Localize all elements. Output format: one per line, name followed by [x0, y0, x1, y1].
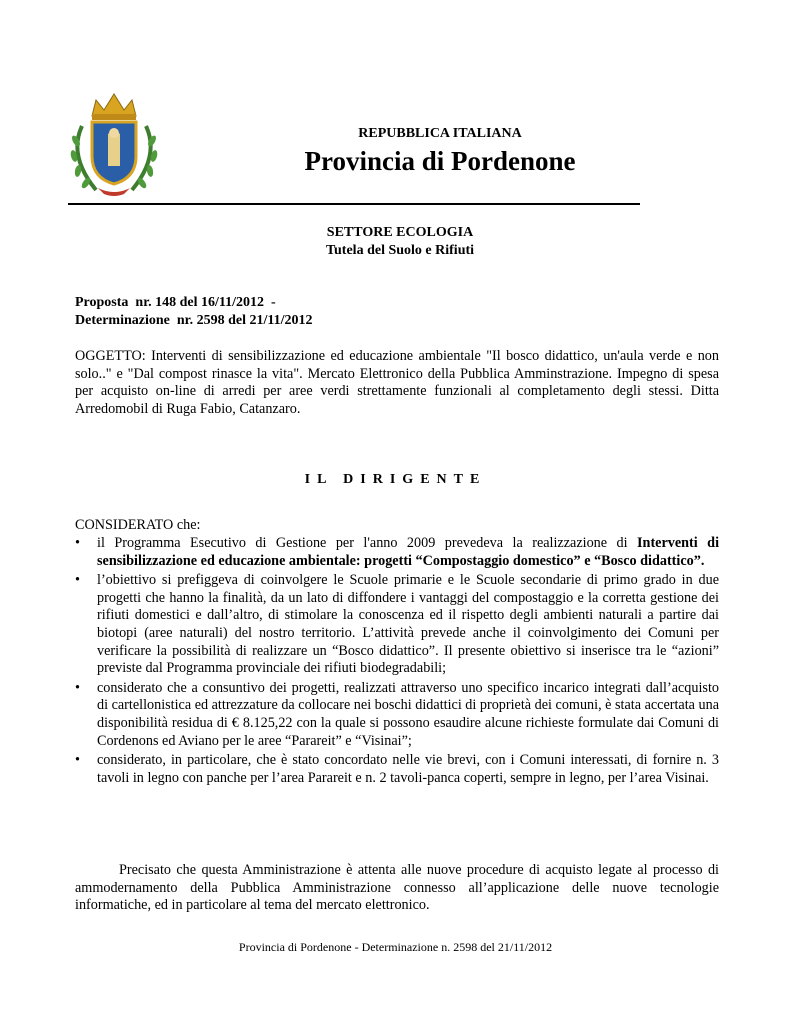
determination-line: Determinazione nr. 2598 del 21/11/2012	[75, 313, 313, 328]
precisato-paragraph: Precisato che questa Amministrazione è attenta alle nuove procedure di acquisto legate al processo di ammodernamento della Pubblica Amministrazione connesso all’applicazione delle nuove tecnologie informatiche, ed in particolare al tema del mercato elettronico.	[75, 862, 719, 914]
bullet-text: considerato che a consuntivo dei progetti, realizzati attraverso uno specifico incarico integrati dall’acquisto di cartellonistica ed attrezzature da collocare nei boschi didattici di proprietà dei comuni, è stata accertata una disponibilità residua di € 8.125,22 con la quale si possono esaudire alcune richieste formulate dai Comuni di Cordenons ed Aviano per le aree “Parareit” e “Visinai”;	[97, 679, 719, 749]
bullet-text: considerato, in particolare, che è stato concordato nelle vie brevi, con i Comuni interessati, di fornire n. 3 tavoli in legno con panche per l’area Parareit e n. 2 tavoli-panca coperti, sempre in legno, per l’area Visinai.	[97, 752, 719, 786]
sector-office: Tutela del Suolo e Rifiuti	[325, 243, 475, 258]
bullet-bold-text: Interventi di sensibilizzazione ed educazione ambientale: progetti “Compostaggio domestico” e “Bosco didattico”.	[97, 535, 720, 569]
province-crest-logo	[60, 86, 168, 198]
considerations-list	[75, 535, 719, 789]
bullet-text: il Programma Esecutivo di Gestione per l'anno 2009 prevedeva la realizzazione di	[97, 535, 638, 551]
list-item	[75, 680, 719, 750]
bullet-icon: •	[75, 752, 80, 769]
section-title: IL DIRIGENTE	[304, 472, 487, 487]
bullet-text: l’obiettivo si prefiggeva di coinvolgere le Scuole primarie e le Scuole secondarie di primo grado in due progetti che hanno la finalità, da un lato di diffondere i vantaggi del compostaggio e la corretta gestione dei rifiuti domestici e dall’altro, di stimolare la conoscenza ed il rispetto degli ambienti naturali a partire dai biotopi (aree naturali) del nostro territorio. L’attività prevede anche il coinvolgimento dei Comuni per verificare la possibilità di realizzare un “Bosco didattico”. Il presente obiettivo si inserisce tra le “azioni” previste dal Programma provinciale dei rifiuti biodegradabili;	[97, 572, 719, 677]
bullet-icon: •	[75, 535, 80, 551]
considerato-heading: CONSIDERATO che:	[75, 517, 201, 533]
header-country: REPUBBLICA ITALIANA	[358, 126, 522, 141]
bullet-icon: •	[75, 679, 80, 696]
list-item	[75, 572, 719, 678]
list-item	[75, 535, 719, 570]
proposal-reference	[75, 294, 312, 330]
header-province: Provincia di Pordenone	[304, 146, 576, 176]
sector-name: SETTORE ECOLOGIA	[326, 225, 474, 240]
list-item	[75, 752, 719, 787]
header-divider	[68, 203, 640, 205]
page-footer: Provincia di Pordenone - Determinazione n. 2598 del 21/11/2012	[238, 940, 553, 954]
subject-paragraph: OGGETTO: Interventi di sensibilizzazione ed educazione ambientale "Il bosco didattico, un'aula verde e non solo.." e "Dal compost rinasce la vita". Mercato Elettronico della Pubblica Amminstrazione. Impegno di spesa per acquisto on-line di arredi per aree verdi strettamente funzionali al completamento degli stessi. Ditta Arredomobil di Ruga Fabio, Catanzaro.	[75, 348, 719, 417]
bullet-icon: •	[75, 572, 80, 589]
sector-block	[200, 224, 600, 260]
proposal-line: Proposta nr. 148 del 16/11/2012 -	[75, 295, 276, 310]
